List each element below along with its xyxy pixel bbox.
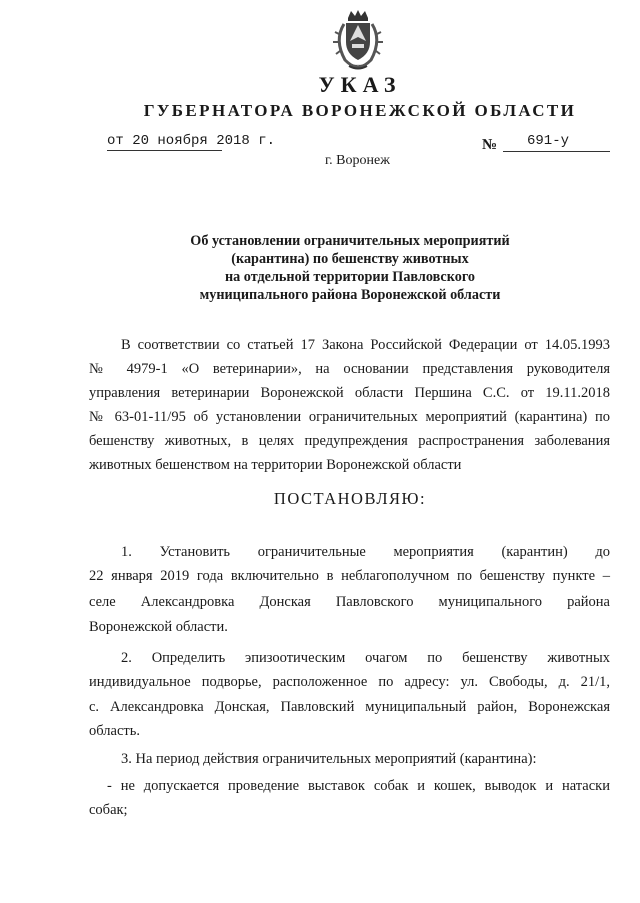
document-type: УКАЗ: [318, 72, 402, 97]
item-line: Воронежской области.: [89, 619, 228, 635]
decree-word: ПОСТАНОВЛЯЮ:: [273, 489, 427, 508]
decree-number: 691-у: [527, 133, 570, 149]
preamble-line: управления ветеринарии Воронежской области Першина С.С. от 19.11.2018: [89, 385, 610, 401]
number-underline: [503, 151, 610, 152]
title-line: (карантина) по бешенству животных: [231, 251, 469, 267]
date-underline: [107, 150, 222, 151]
item-line: - не допускается проведение выставок собак и кошек, выводок и натаски: [107, 778, 610, 794]
item-line: 1. Установить ограничительные мероприятия (карантин) до: [121, 544, 610, 560]
decree-title: [150, 232, 550, 304]
item-line: область.: [89, 723, 140, 739]
item-line: собак;: [89, 802, 128, 818]
preamble-line: № 63-01-11/95 об установлении ограничительных мероприятий (карантина) по: [89, 409, 610, 425]
number-sign: №: [482, 137, 498, 153]
item-line: индивидуальное подворье, расположенное по адресу: ул. Свободы, д. 21/1,: [89, 674, 610, 690]
preamble-line: № 4979-1 «О ветеринарии», на основании представления руководителя: [89, 361, 610, 377]
coat-of-arms-emblem: [331, 8, 385, 72]
item-line: селе Александровка Донская Павловского муниципального района: [89, 594, 610, 610]
preamble-line: бешенству животных, в целях предупреждения распространения заболевания: [89, 433, 610, 449]
title-line: на отдельной территории Павловского: [224, 269, 475, 285]
item-line: 22 января 2019 года включительно в неблагополучном по бешенству пункте –: [89, 568, 610, 584]
issuer-title: ГУБЕРНАТОРА ВОРОНЕЖСКОЙ ОБЛАСТИ: [143, 101, 577, 120]
title-line: Об установлении ограничительных мероприятий: [190, 233, 510, 249]
item-line: 2. Определить эпизоотическим очагом по бешенству животных: [121, 650, 610, 666]
title-line: муниципального района Воронежской области: [199, 287, 501, 303]
item-line: 3. На период действия ограничительных мероприятий (карантина):: [121, 751, 537, 767]
item-line: с. Александровка Донская, Павловский муниципальный район, Воронежская: [89, 699, 610, 715]
preamble-line: В соответствии со статьей 17 Закона Российской Федерации от 14.05.1993: [121, 337, 610, 353]
decree-date: от 20 ноября 2018 г.: [107, 133, 276, 149]
preamble-line: животных бешенством на территории Воронежской области: [89, 457, 462, 473]
city-name: г. Воронеж: [325, 153, 390, 168]
